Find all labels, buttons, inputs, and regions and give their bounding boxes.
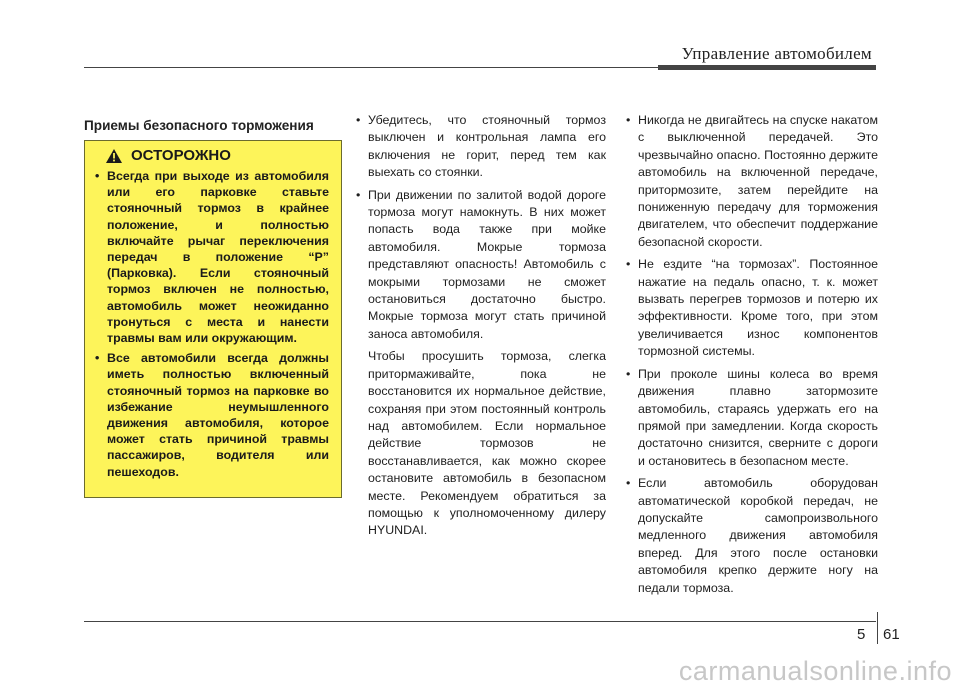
warning-item: • Всегда при выходе из автомобиля или его парковке ставьте стояночный тормоз в крайнее положение, и полностью включайте рычаг переключения передач в положение “P” (Парковка). Если стояночный тормоз включен не полностью, автомобиль может неожиданно тронуться с места и нанести травмы вам или окружающим. [95,168,329,346]
warning-header [105,147,329,164]
header-title: Управление автомобилем [681,44,872,63]
list-item: • При проколе шины колеса во время движения плавно затормозите автомобиль, стараясь удержать его на прямой при замедлении. Когда скорость достаточно снизится, сверните с дороги и остановитесь в безопасном месте. [626,366,878,470]
warning-triangle-icon [105,148,123,164]
body-paragraph: Чтобы просушить тормоза, слегка притормаживайте, пока не восстановится их нормальное действие, сохраняя при этом постоянный контроль над автомобилем. Если нормальное действие тормозов не восстанавливается, как можно скорее остановите автомобиль в безопасном месте. Рекомендуем обратиться за помощью к уполномоченному дилеру HYUNDAI. [368,349,606,538]
right-column [626,112,878,602]
footer-divider [877,612,878,644]
list-item: • Если автомобиль оборудован автоматической коробкой передач, не допускайте самопроизвольного медленного движения автомобиля вперед. Для этого после остановки автомобиля крепко держите ногу на педали тормоза. [626,475,878,597]
chapter-number: 5 [857,626,866,643]
middle-column [356,112,606,540]
list-item: • Не ездите “на тормозах”. Постоянное нажатие на педаль опасно, т. к. может вызвать перегрев тормозов и потерю их эффективности. Кроме того, при этом увеличивается износ компонентов тормозной системы. [626,256,878,360]
warning-list [95,168,329,480]
list-item: • Никогда не двигайтесь на спуске накатом с выключенной передачей. Это чрезвычайно опасно. Постоянно держите автомобиль на включенной передаче, притормозите, затем перейдите на пониженную передачу для торможения двигателем, что обеспечит поддержание безопасной скорости. [626,112,878,251]
watermark: carmanualsonline.info [678,656,952,686]
footer-rule [84,621,876,622]
warning-title: ОСТОРОЖНО [131,147,231,164]
header-rule-accent [658,65,876,70]
warning-box [84,140,342,498]
list-item: • При движении по залитой водой дороге тормоза могут намокнуть. В них может попасть вода также при мойке автомобиля. Мокрые тормоза представляют опасность! Автомобиль с мокрыми тормозами не сможет остановиться достаточно быстро. Мокрые тормоза могут стать причиной заноса автомобиля. [356,187,606,344]
warning-item: • Все автомобили всегда должны иметь полностью включенный стояночный тормоз на парковке во избежание неумышленного движения автомобиля, которое может стать причиной травмы пассажиров, водителя или пешеходов. [95,350,329,480]
list-item: • Убедитесь, что стояночный тормоз выключен и контрольная лампа его включения не горит, перед тем как выехать со стоянки. [356,112,606,182]
section-heading: Приемы безопасного торможения [84,118,314,133]
page-number: 61 [883,626,900,643]
